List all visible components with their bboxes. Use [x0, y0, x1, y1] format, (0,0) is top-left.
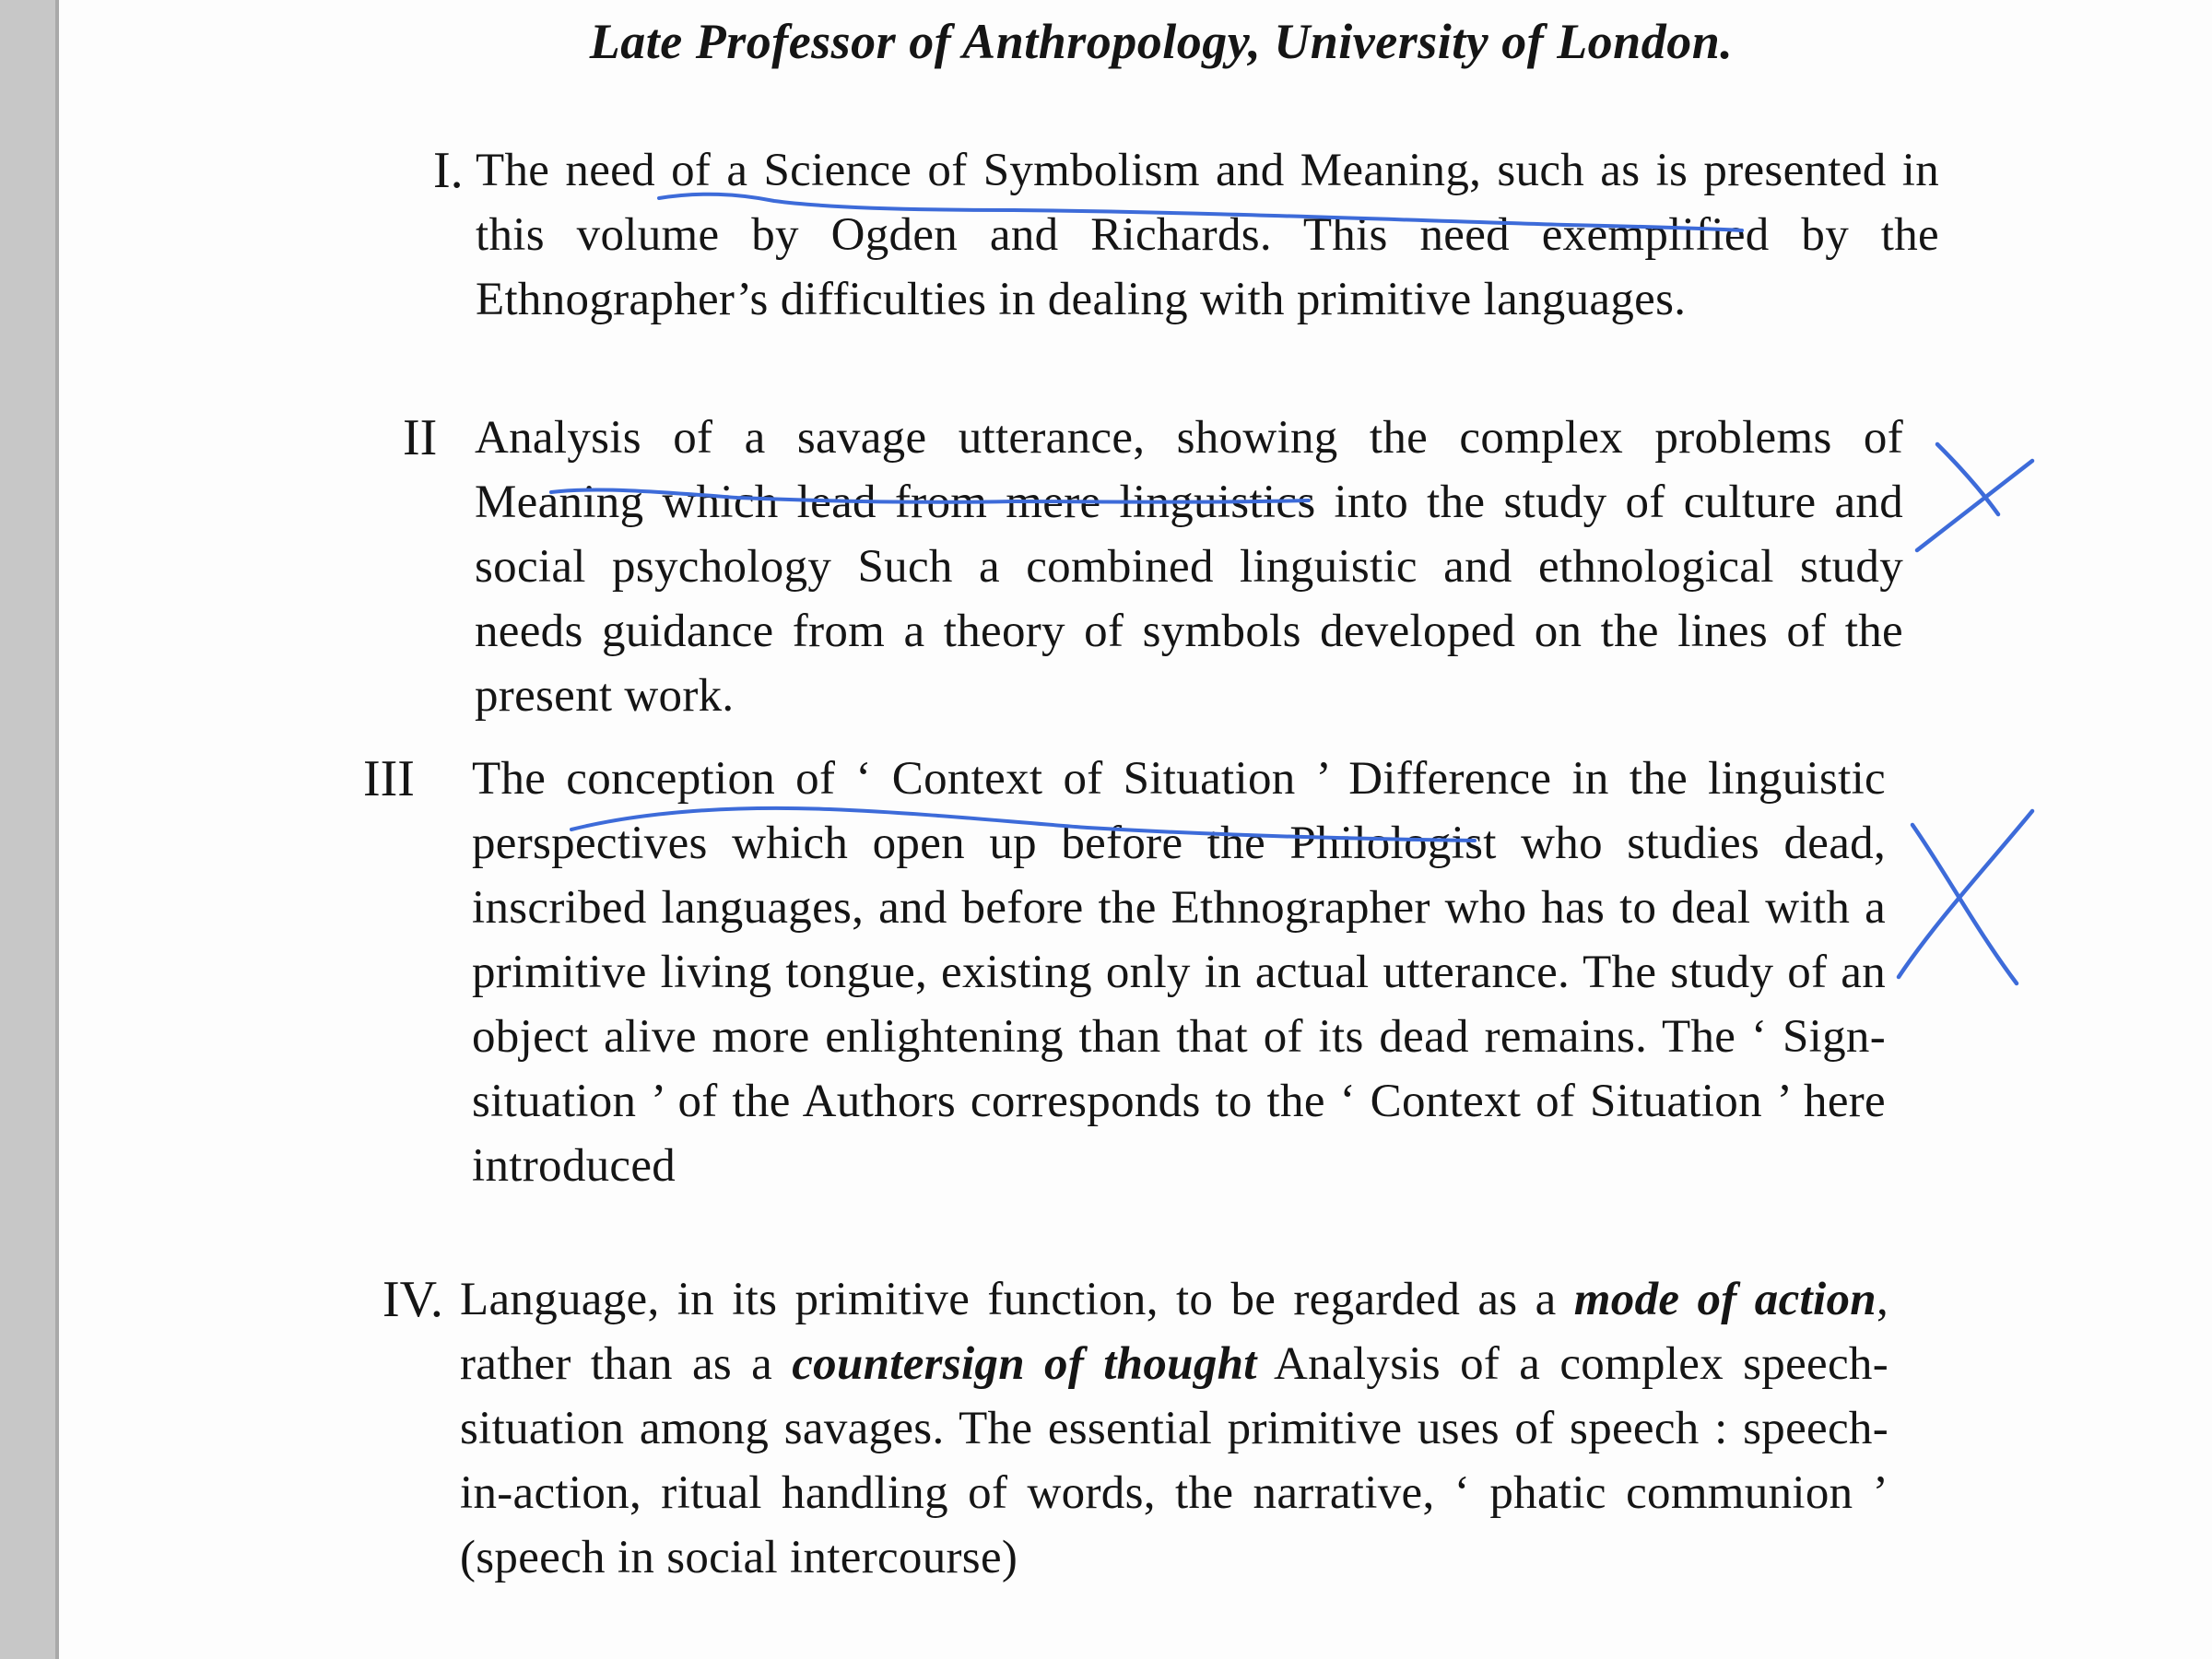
italic-phrase-countersign-of-thought: countersign of thought	[792, 1338, 1257, 1390]
item-number: III	[363, 750, 415, 807]
page-edge-shadow	[0, 0, 59, 1659]
item-text	[460, 1267, 1888, 1590]
author-affiliation-heading: Late Professor of Anthropology, University of London.	[589, 14, 1734, 69]
item-text-segment: Analysis of a complex speech-situation among savages. The essential primitive uses of speech : speech-in-action, ritual handling of words, the narrative, ‘ phatic communion ’ (speech in social intercourse)	[460, 1338, 1888, 1583]
item-text: The conception of ‘ Context of Situation ’ Difference in the linguistic perspectives which open up before the Philologist who studies dead, inscribed languages, and before the Ethnographer who has to deal with a primitive living tongue, existing only in actual utterance. The study of an object alive more enlightening than that of its dead remains. The ‘ Sign-situation ’ of the Authors corresponds to the ‘ Context of Situation ’ here introduced	[472, 753, 1886, 1192]
item-text: The need of a Science of Symbolism and Meaning, such as is presented in this volume by Ogden and Richards. This need exemplified by the Ethnographer’s difficulties in dealing with primitive languages.	[476, 145, 1939, 325]
item-number: IV.	[382, 1271, 443, 1328]
item-text: Analysis of a savage utterance, showing the complex problems of Meaning which lead from mere linguistics into the study of culture and social psychology Such a combined linguistic and ethnological study needs guidance from a theory of symbols developed on the lines of the present work.	[475, 412, 1903, 722]
item-text-segment: Language, in its primitive function, to be regarded as a	[460, 1274, 1574, 1325]
item-text-segment: , rather than as a	[460, 1274, 1888, 1390]
item-number: I.	[433, 142, 464, 199]
item-number: II	[403, 409, 438, 466]
italic-phrase-mode-of-action: mode of action	[1573, 1274, 1877, 1325]
